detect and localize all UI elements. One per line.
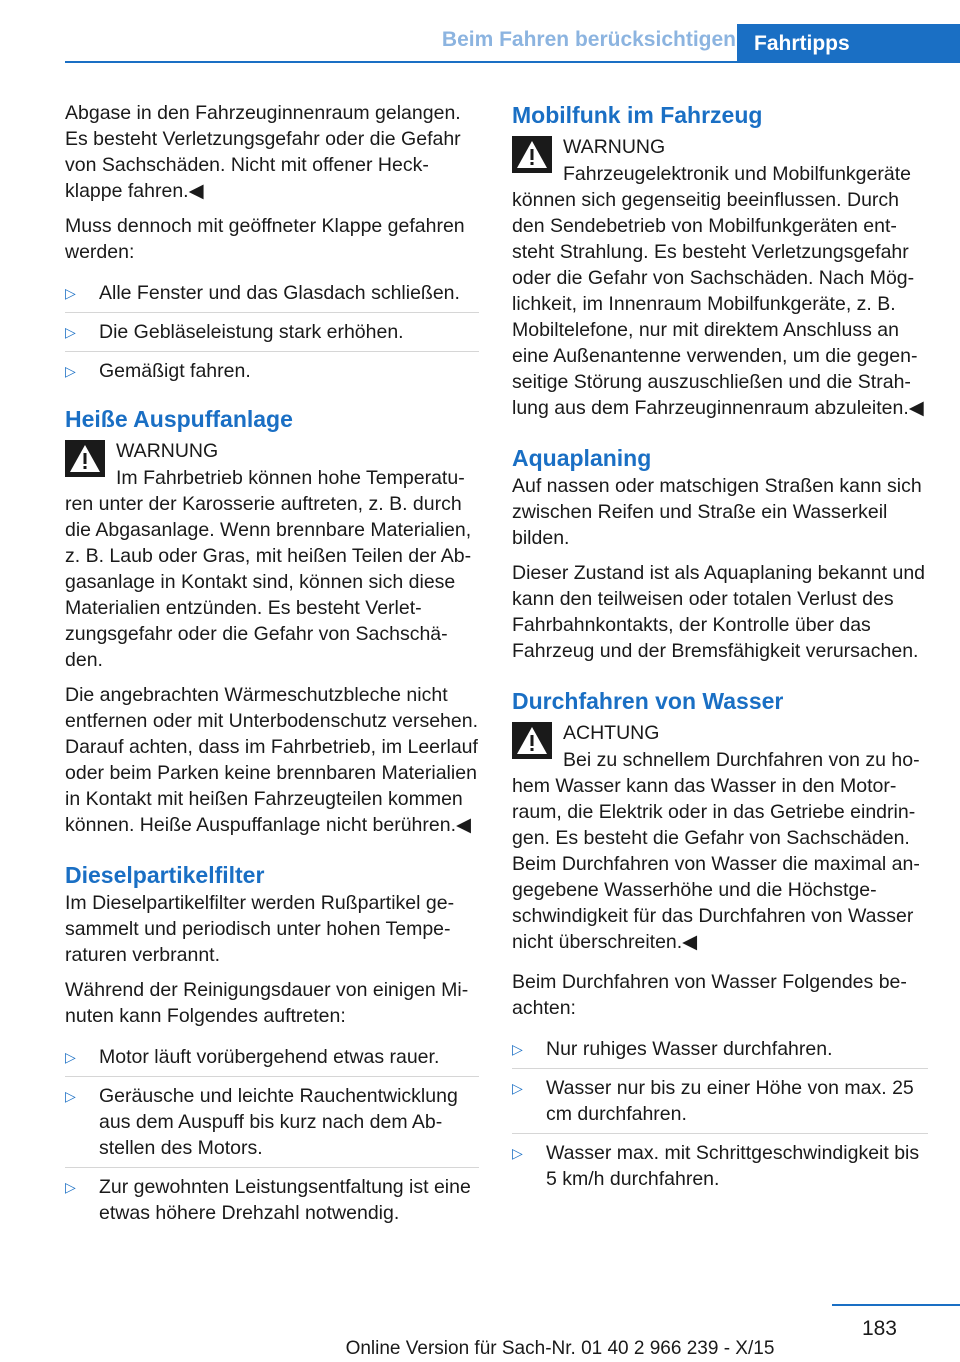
footer-text: Online Version für Sach-Nr. 01 40 2 966 239 - X/15 <box>345 1338 775 1359</box>
diesel-paragraph-2: Während der Reinigungsdauer von einigen Minuten kann Folgendes auftreten: <box>65 979 469 1027</box>
list-item: ▷ Die Gebläseleistung stark erhöhen. <box>65 312 479 351</box>
header-tab: Fahrtipps <box>737 24 960 63</box>
triangle-bullet-icon: ▷ <box>65 363 76 379</box>
right-column <box>512 100 928 1212</box>
aqua-paragraph-1: Auf nassen oder matschigen Straßen kann sich zwischen Reifen und Straße ein Wasserkeil bilden. <box>512 475 922 549</box>
triangle-bullet-icon: ▷ <box>512 1145 523 1161</box>
muss-list <box>65 274 479 390</box>
muss-paragraph: Muss dennoch mit geöffneter Klappe gefahren werden: <box>65 215 465 263</box>
list-item: ▷ Wasser nur bis zu einer Höhe von max. 25 cm durchfahren. <box>512 1068 928 1133</box>
warning-text-2: Die angebrachten Wärmeschutzbleche nicht entfernen oder mit Unterbodenschutz versehen. Darauf achten, dass im Fahrbetrieb, im Leerlauf oder beim Parken keine brennbaren Materialien in Kontakt mit heißen Fahrzeugteilen kommen können. Heiße Auspuffanlage nicht berühren.◀ <box>65 684 478 836</box>
list-item: ▷ Alle Fenster und das Glasdach schließen. <box>65 282 460 304</box>
header-rule <box>65 61 960 63</box>
left-column <box>65 100 479 1246</box>
diesel-paragraph-1: Im Dieselpartikelfilter werden Rußpartikel gesammelt und periodisch unter hohen Temperaturen verbrannt. <box>65 892 455 966</box>
triangle-bullet-icon: ▷ <box>65 285 76 301</box>
triangle-bullet-icon: ▷ <box>512 1041 523 1057</box>
warning-triangle-icon <box>512 722 552 759</box>
warning-block <box>65 438 479 838</box>
triangle-bullet-icon: ▷ <box>65 1179 76 1195</box>
caution-block <box>512 720 928 955</box>
warning-label: WARNUNG <box>563 136 666 158</box>
heading-diesel: Dieselpartikelfilter <box>65 862 265 888</box>
heading-auspuff: Heiße Auspuffanlage <box>65 406 293 432</box>
intro-paragraph: Abgase in den Fahrzeuginnenraum gelangen. Es besteht Verletzungsgefahr oder die Gefahr von Sachschäden. Nicht mit offener Heckklappe fahren.◀ <box>65 102 461 202</box>
list-item: ▷ Nur ruhiges Wasser durchfahren. <box>512 1038 833 1060</box>
list-item: ▷ Wasser max. mit Schrittgeschwindigkeit bis 5 km/h durchfahren. <box>512 1133 928 1198</box>
page-number: 183 <box>861 1317 897 1340</box>
warning-text: Im Fahrbetrieb können hohe Temperaturen unter der Karosserie auftreten, z. B. durch die Abgasanlage. Wenn brennbare Materialien, z. B. Laub oder Gras, mit heißen Teilen der Abgasanlage in Kontakt sind, können sich diese Materialien entzünden. Es besteht Verletzungsgefahr oder die Gefahr von Sachschäden. <box>65 467 472 671</box>
list-item: ▷ Motor läuft vorübergehend etwas rauer. <box>65 1046 440 1068</box>
warning-label: WARNUNG <box>116 440 219 462</box>
warning-text: Fahrzeugelektronik und Mobilfunkgeräte können sich gegenseitig beeinflussen. Durch den Sendebetrieb von Mobilfunkgeräten entsteht Strahlung. Es besteht Verletzungsgefahr oder die Gefahr von Sachschäden. Nach Möglichkeit, im Innenraum Mobilfunkgeräte, z. B. Mobiltelefone, nur mit direktem Anschluss an eine Außenantenne verwenden, um die gegenseitige Störung auszuschließen und die Strahlung aus dem Fahrzeuginnenraum abzuleiten.◀ <box>512 163 924 419</box>
diesel-list <box>65 1038 479 1232</box>
list-item: ▷ Gemäßigt fahren. <box>65 351 479 390</box>
footer-rule <box>832 1304 960 1306</box>
heading-wasser: Durchfahren von Wasser <box>512 688 784 714</box>
caution-text: Bei zu schnellem Durchfahren von zu hohem Wasser kann das Wasser in den Motorraum, die Elektrik oder in das Getriebe eindringen. Es besteht die Gefahr von Sachschäden. Beim Durchfahren von Wasser die maximal angegebene Wasserhöhe und die Höchstgeschwindigkeit für das Durchfahren von Wasser nicht überschreiten.◀ <box>512 749 920 953</box>
warning-block <box>512 134 928 421</box>
list-item: ▷ Geräusche und leichte Rauchentwicklung aus dem Auspuff bis kurz nach dem Abstellen des Motors. <box>65 1076 479 1167</box>
wasser-list <box>512 1030 928 1198</box>
triangle-bullet-icon: ▷ <box>512 1080 523 1096</box>
aqua-paragraph-2: Dieser Zustand ist als Aquaplaning bekannt und kann den teilweisen oder totalen Verlust des Fahrbahnkontakts, der Kontrolle über das Fahrzeug und der Bremsfähigkeit verursachen. <box>512 562 926 662</box>
wasser-paragraph: Beim Durchfahren von Wasser Folgendes beachten: <box>512 971 907 1019</box>
heading-mobilfunk: Mobilfunk im Fahrzeug <box>512 102 763 128</box>
list-item: ▷ Zur gewohnten Leistungsentfaltung ist eine etwas höhere Drehzahl notwendig. <box>65 1167 479 1232</box>
triangle-bullet-icon: ▷ <box>65 1049 76 1065</box>
warning-triangle-icon <box>512 136 552 173</box>
caution-label: ACHTUNG <box>563 722 660 744</box>
warning-triangle-icon <box>65 440 105 477</box>
triangle-bullet-icon: ▷ <box>65 1088 76 1104</box>
header-section: Beim Fahren berücksichtigen <box>441 28 736 51</box>
heading-aquaplaning: Aquaplaning <box>512 445 652 471</box>
triangle-bullet-icon: ▷ <box>65 324 76 340</box>
